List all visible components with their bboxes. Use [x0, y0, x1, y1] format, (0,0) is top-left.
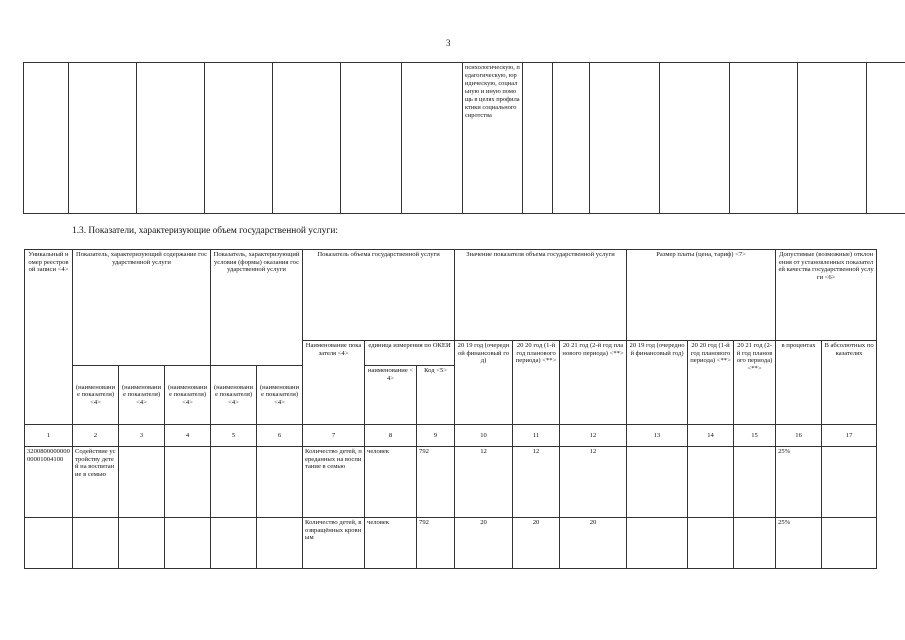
- header-price-year3: 20 21 год (2-й год планового периода) <**>: [734, 341, 776, 425]
- column-number: 15: [734, 425, 776, 447]
- cell: [553, 63, 590, 214]
- header-sub-name: (наименование показателя) <4>: [257, 366, 303, 425]
- value-year1: 12: [455, 447, 513, 518]
- header-deviation-group: Допустимые (возможные) отклонения от установленных показателей качества государственной услуги <6>: [776, 250, 877, 341]
- cell: [165, 447, 211, 518]
- cell: [119, 447, 165, 518]
- deviation-percent: 25%: [776, 518, 822, 569]
- column-number: 7: [303, 425, 365, 447]
- header-indicator-name: Наименование показателя <4>: [303, 341, 365, 425]
- header-volume-group: Показатель объема государственной услуги: [303, 250, 455, 341]
- cell: [137, 63, 205, 214]
- cell: [205, 63, 273, 214]
- header-condition-group: Показатель, характеризующий условия (формы) оказания государственной услуги: [211, 250, 303, 366]
- column-number: 10: [455, 425, 513, 447]
- header-in-percent: в процентах: [776, 341, 822, 425]
- header-okei-code: Код <5>: [417, 366, 455, 425]
- header-value-group: Значение показателя объема государственной услуги: [455, 250, 627, 341]
- header-year3: 20 21 год (2-й год планового периода) <**>: [560, 341, 627, 425]
- cell: [798, 63, 867, 214]
- registry-number: [25, 518, 73, 569]
- cell: [119, 518, 165, 569]
- column-number: 12: [560, 425, 627, 447]
- cell: [734, 447, 776, 518]
- header-sub-name: (наименование показателя) <4>: [119, 366, 165, 425]
- header-content-group: Показатель, характеризующий содержание государственной услуги: [73, 250, 211, 366]
- cell: [822, 447, 877, 518]
- column-number: 3: [119, 425, 165, 447]
- header-okei-name: наименование <4>: [365, 366, 417, 425]
- header-sub-name: (наименование показателя) <4>: [211, 366, 257, 425]
- content-indicator: Содействие устройству детей на воспитание в семью: [73, 447, 119, 518]
- cell: [590, 63, 660, 214]
- cell: [688, 518, 734, 569]
- indicator-name: Количество детей, возвращённых кровным: [303, 518, 365, 569]
- cell: [688, 447, 734, 518]
- header-price-group: Размер платы (цена, тариф) <7>: [627, 250, 776, 341]
- column-number: 5: [211, 425, 257, 447]
- column-number: 17: [822, 425, 877, 447]
- table-row: [25, 447, 877, 518]
- content-indicator: [73, 518, 119, 569]
- column-number: 4: [165, 425, 211, 447]
- cell: [822, 518, 877, 569]
- header-price-year2: 20 20 год (1-й год планового периода) <**>: [688, 341, 734, 425]
- cell: [211, 518, 257, 569]
- value-year3: 12: [560, 447, 627, 518]
- cell: [402, 63, 463, 214]
- header-okei-unit: единица измерения по ОКЕИ: [365, 341, 455, 366]
- column-number: 8: [365, 425, 417, 447]
- unit-name: человек: [365, 447, 417, 518]
- cell: [627, 518, 688, 569]
- column-number: 2: [73, 425, 119, 447]
- continuation-note: психологическую, педагогическую, юридическую, социальную и иную помощь в целях профилактики социального сиротства: [463, 63, 523, 214]
- value-year2: 12: [513, 447, 560, 518]
- column-number: 16: [776, 425, 822, 447]
- column-number: 9: [417, 425, 455, 447]
- volume-indicators-table: [24, 249, 877, 569]
- unit-name: человек: [365, 518, 417, 569]
- value-year3: 20: [560, 518, 627, 569]
- header-in-absolute: В абсолютных показателях: [822, 341, 877, 425]
- cell: [660, 63, 730, 214]
- header-year2: 20 20 год (1-й год планового периода) <**>: [513, 341, 560, 425]
- cell: [867, 63, 905, 214]
- header-sub-name: (наименование показателя) <4>: [73, 366, 119, 425]
- column-number: 11: [513, 425, 560, 447]
- column-number: 1: [25, 425, 73, 447]
- header-year1: 20 19 год (очередной финансовый год): [455, 341, 513, 425]
- cell: [273, 63, 341, 214]
- cell: [627, 447, 688, 518]
- unit-code: 792: [417, 447, 455, 518]
- section-title: 1.3. Показатели, характеризующие объем государственной услуги:: [72, 226, 338, 236]
- cell: [341, 63, 402, 214]
- cell: [734, 518, 776, 569]
- unit-code: 792: [417, 518, 455, 569]
- header-unique-number: Уникальный номер реестровой записи <4>: [25, 250, 73, 425]
- value-year1: 20: [455, 518, 513, 569]
- cell: [165, 518, 211, 569]
- cell: [211, 447, 257, 518]
- table-row: [25, 518, 877, 569]
- cell: [523, 63, 553, 214]
- cell: [257, 447, 303, 518]
- column-number: 6: [257, 425, 303, 447]
- deviation-percent: 25%: [776, 447, 822, 518]
- value-year2: 20: [513, 518, 560, 569]
- column-number: 14: [688, 425, 734, 447]
- page-number: 3: [446, 38, 451, 48]
- column-number: 13: [627, 425, 688, 447]
- indicator-name: Количество детей, переданных на воспитание в семью: [303, 447, 365, 518]
- cell: [730, 63, 798, 214]
- cell: [257, 518, 303, 569]
- header-sub-name: (наименование показателя) <4>: [165, 366, 211, 425]
- cell: [69, 63, 137, 214]
- continuation-table: [23, 62, 905, 214]
- cell: [24, 63, 69, 214]
- registry-number: 320080000000000001004100: [25, 447, 73, 518]
- header-price-year1: 20 19 год (очередной финансовый год): [627, 341, 688, 425]
